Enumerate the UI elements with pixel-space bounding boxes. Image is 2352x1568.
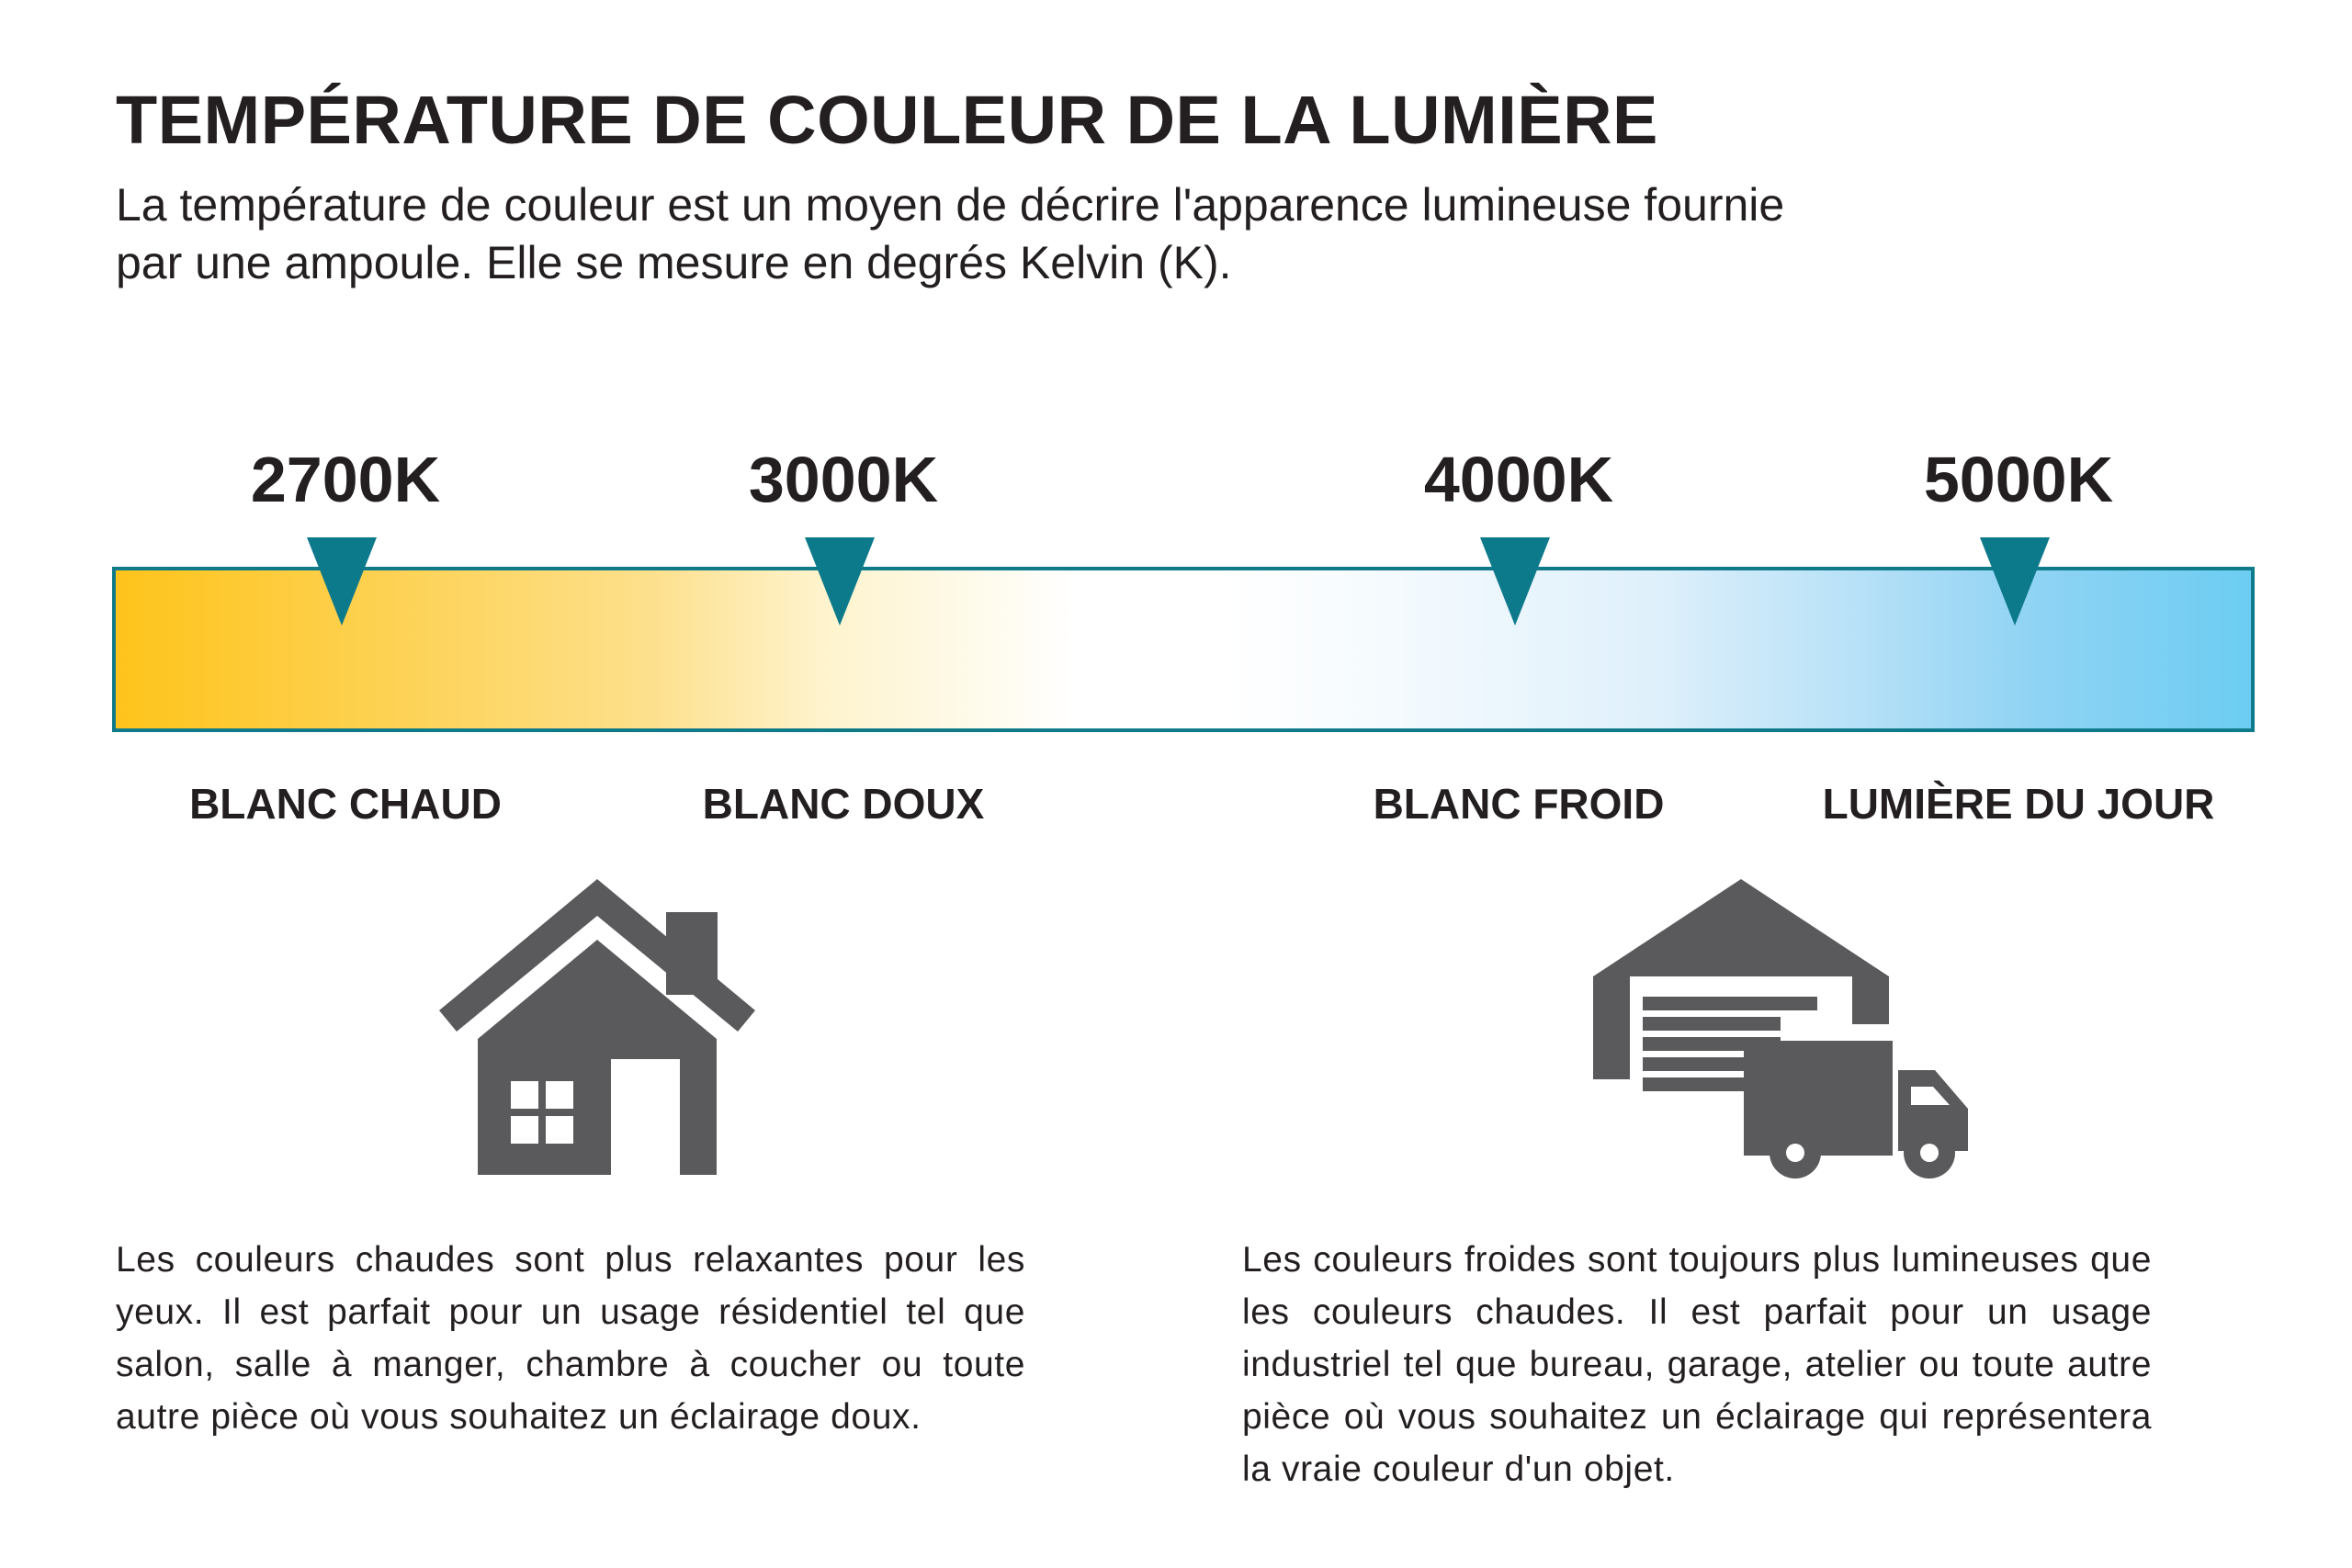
kelvin-5000: 5000K — [1923, 444, 2114, 515]
color-temperature-gradient-bar — [112, 567, 2255, 732]
label-blanc-chaud: BLANC CHAUD — [189, 780, 502, 828]
marker-5000-icon — [1980, 537, 2050, 626]
marker-2700-icon — [307, 537, 377, 626]
label-blanc-doux: BLANC DOUX — [702, 780, 985, 828]
label-lumiere-du-jour: LUMIÈRE DU JOUR — [1822, 780, 2215, 828]
cool-light-description: Les couleurs froides sont toujours plus lumineuses que les couleurs chaudes. Il est parfait pour un usage industriel tel que bureau, garage, atelier ou toute autre pièce où vous souhaitez un éclairage qui représentera la vraie couleur d'un objet. — [1242, 1240, 2152, 1489]
page-title: TEMPÉRATURE DE COULEUR DE LA LUMIÈRE — [116, 82, 1658, 158]
page-subtitle — [116, 176, 1953, 292]
marker-4000-icon — [1480, 537, 1550, 626]
kelvin-2700: 2700K — [250, 444, 441, 515]
label-blanc-froid: BLANC FROID — [1373, 780, 1665, 828]
subtitle-line-2: par une ampoule. Elle se mesure en degrés Kelvin (K). — [116, 237, 1232, 288]
subtitle-line-1: La température de couleur est un moyen de décrire l'apparence lumineuse fournie — [116, 179, 1785, 231]
house-icon — [432, 877, 763, 1180]
kelvin-4000: 4000K — [1423, 444, 1614, 515]
marker-3000-icon — [805, 537, 875, 626]
warm-light-description: Les couleurs chaudes sont plus relaxantes pour les yeux. Il est parfait pour un usage résidentiel tel que salon, salle à manger, chambre à coucher ou toute autre pièce où vous souhaitez un éclairage doux. — [116, 1240, 1025, 1437]
warehouse-truck-icon — [1589, 877, 1994, 1180]
kelvin-3000: 3000K — [748, 444, 939, 515]
